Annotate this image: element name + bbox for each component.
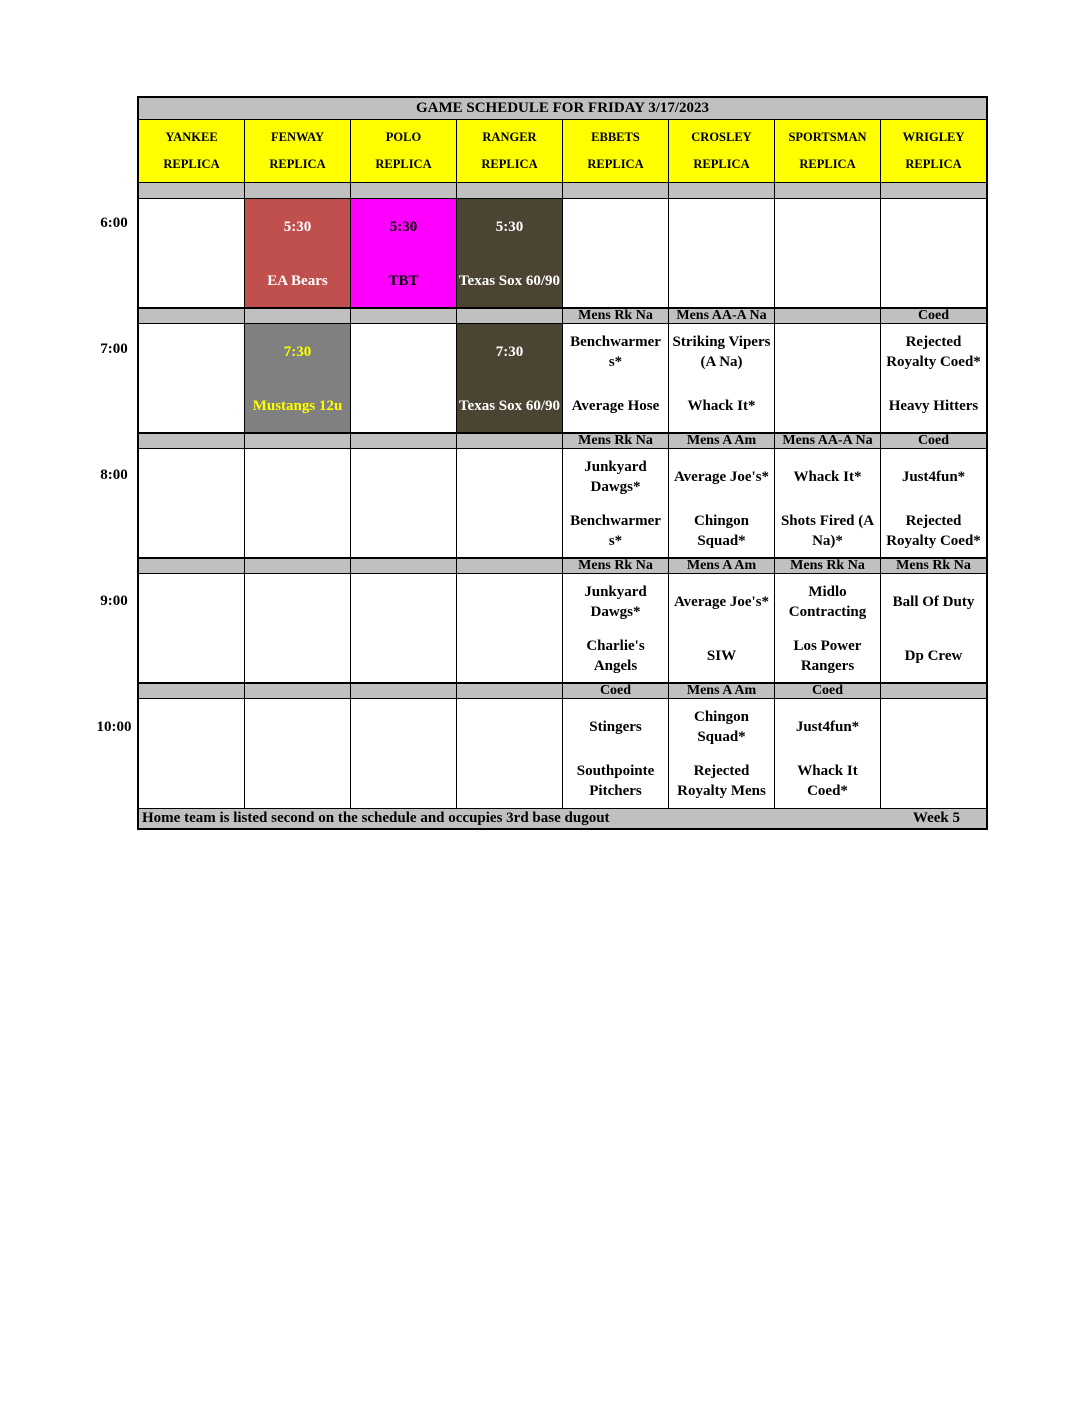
team-top [457, 455, 562, 499]
division-label: Mens Rk Na [563, 558, 669, 574]
division-label [669, 183, 775, 199]
team-bottom: Benchwarmer s* [570, 513, 661, 549]
team-bottom [351, 634, 456, 678]
division-label: Coed [563, 683, 669, 699]
game-cell [457, 199, 563, 308]
time-slot-row [139, 199, 986, 308]
field-header [881, 120, 986, 183]
game-cell [245, 449, 351, 558]
game-cell [245, 199, 351, 308]
team-bottom: TBT [388, 273, 419, 289]
game-cell [563, 199, 669, 308]
game-cell [563, 574, 669, 683]
team-bottom: Chingon Squad* [693, 513, 750, 549]
game-cell [669, 324, 775, 433]
field-name: RANGER [482, 130, 537, 144]
division-label [245, 308, 351, 324]
team-top: Chingon Squad* [693, 709, 750, 745]
field-name: WRIGLEY [902, 130, 965, 144]
field-sub: REPLICA [375, 157, 432, 171]
game-cell [457, 324, 563, 433]
team-top [775, 330, 880, 374]
field-sub: REPLICA [905, 157, 962, 171]
team-bottom: Southpointe Pitchers [576, 763, 655, 799]
game-cell [245, 324, 351, 433]
team-top: Striking Vipers (A Na) [672, 334, 771, 370]
team-top [245, 455, 350, 499]
game-cell [775, 574, 881, 683]
field-header [245, 120, 351, 183]
division-row [139, 433, 986, 449]
division-label: Mens A Am [669, 683, 775, 699]
team-top: Rejected Royalty Coed* [886, 334, 981, 370]
team-bottom [351, 384, 456, 428]
game-cell [139, 574, 245, 683]
game-cell [669, 574, 775, 683]
field-sub: REPLICA [269, 157, 326, 171]
field-sub: REPLICA [693, 157, 750, 171]
field-sub: REPLICA [481, 157, 538, 171]
team-bottom [881, 759, 986, 803]
team-top: Just4fun* [901, 469, 966, 485]
team-bottom [139, 259, 244, 303]
team-top [351, 330, 456, 374]
team-bottom [245, 759, 350, 803]
team-top: 5:30 [389, 219, 418, 235]
time-label: 7:00 [100, 341, 128, 357]
team-bottom [245, 634, 350, 678]
division-label [881, 683, 986, 699]
field-name: YANKEE [165, 130, 218, 144]
team-top [881, 205, 986, 249]
team-bottom [775, 384, 880, 428]
team-top: Average Joe's* [673, 469, 770, 485]
division-label [457, 433, 563, 449]
team-top: Benchwarmer s* [570, 334, 661, 370]
division-label: Mens A Am [669, 433, 775, 449]
division-label [139, 308, 245, 324]
team-bottom [351, 509, 456, 553]
division-label [351, 183, 457, 199]
team-bottom [457, 634, 562, 678]
field-name: POLO [385, 130, 422, 144]
team-top: 5:30 [495, 219, 524, 235]
team-top [669, 205, 774, 249]
division-label: Coed [881, 433, 986, 449]
field-name: EBBETS [591, 130, 640, 144]
game-cell [139, 699, 245, 808]
division-label: Mens Rk Na [563, 308, 669, 324]
game-cell [351, 574, 457, 683]
division-row [139, 183, 986, 199]
division-label [775, 308, 881, 324]
team-top: 7:30 [495, 344, 524, 360]
team-bottom: Rejected Royalty Coed* [886, 513, 981, 549]
division-label: Mens Rk Na [563, 433, 669, 449]
field-sub: REPLICA [799, 157, 856, 171]
division-label [351, 558, 457, 574]
division-row [139, 308, 986, 324]
team-bottom [139, 759, 244, 803]
game-cell [139, 449, 245, 558]
game-cell [881, 574, 986, 683]
division-label [139, 558, 245, 574]
team-bottom: Average Hose [571, 398, 660, 414]
team-top: Average Joe's* [673, 594, 770, 610]
team-bottom: Whack It Coed* [797, 763, 858, 799]
division-label [457, 558, 563, 574]
division-label: Mens AA-A Na [775, 433, 881, 449]
division-label [563, 183, 669, 199]
team-bottom [245, 509, 350, 553]
team-top [457, 580, 562, 624]
team-bottom: EA Bears [267, 273, 328, 289]
team-top: Ball Of Duty [892, 594, 975, 610]
schedule-footer [139, 808, 986, 828]
game-cell [457, 699, 563, 808]
game-cell [775, 324, 881, 433]
division-label [351, 308, 457, 324]
field-header [457, 120, 563, 183]
team-top: 7:30 [283, 344, 312, 360]
division-label [139, 433, 245, 449]
game-cell [563, 324, 669, 433]
division-label [457, 183, 563, 199]
time-slot-row [139, 699, 986, 808]
division-label [245, 683, 351, 699]
team-top [139, 455, 244, 499]
division-label: Coed [881, 308, 986, 324]
division-label [775, 183, 881, 199]
team-bottom: Mustangs 12u [252, 398, 343, 414]
field-name: CROSLEY [691, 130, 752, 144]
schedule-title: GAME SCHEDULE FOR FRIDAY 3/17/2023 [139, 98, 986, 120]
team-bottom: Rejected Royalty Mens [677, 763, 766, 799]
game-cell [457, 574, 563, 683]
game-cell [881, 199, 986, 308]
team-top: Junkyard Dawgs* [584, 584, 647, 620]
division-label: Coed [775, 683, 881, 699]
team-bottom: Charlie's Angels [586, 638, 645, 674]
team-bottom [669, 259, 774, 303]
field-header [351, 120, 457, 183]
game-cell [669, 449, 775, 558]
team-top: Whack It* [793, 469, 862, 485]
team-bottom [457, 759, 562, 803]
team-top [775, 205, 880, 249]
team-top [351, 580, 456, 624]
game-cell [775, 699, 881, 808]
team-bottom: Whack It* [687, 398, 756, 414]
team-top [457, 705, 562, 749]
team-bottom [139, 384, 244, 428]
game-cell [351, 324, 457, 433]
team-top: Just4fun* [795, 719, 860, 735]
game-cell [881, 699, 986, 808]
team-bottom [881, 259, 986, 303]
game-cell [563, 699, 669, 808]
team-bottom [457, 509, 562, 553]
field-name: SPORTSMAN [788, 130, 867, 144]
time-label: 6:00 [100, 215, 128, 231]
team-bottom: Shots Fired (A Na)* [780, 513, 875, 549]
team-bottom: Texas Sox 60/90 [458, 398, 561, 414]
division-label: Mens A Am [669, 558, 775, 574]
team-top: Stingers [589, 719, 642, 735]
team-top [139, 205, 244, 249]
division-label [139, 683, 245, 699]
game-cell [457, 449, 563, 558]
team-top [139, 330, 244, 374]
field-sub: REPLICA [163, 157, 220, 171]
game-cell [245, 574, 351, 683]
team-bottom: Los Power Rangers [793, 638, 862, 674]
game-cell [245, 699, 351, 808]
team-bottom [139, 509, 244, 553]
division-label [457, 683, 563, 699]
team-bottom: Texas Sox 60/90 [458, 273, 561, 289]
time-label: 10:00 [96, 719, 132, 735]
team-bottom: SIW [706, 648, 737, 664]
division-label [881, 183, 986, 199]
team-top [139, 580, 244, 624]
division-label: Mens Rk Na [775, 558, 881, 574]
team-top [563, 205, 668, 249]
division-row [139, 558, 986, 574]
game-cell [775, 449, 881, 558]
time-slot-row [139, 449, 986, 558]
game-cell [669, 199, 775, 308]
field-sub: REPLICA [587, 157, 644, 171]
team-bottom [351, 759, 456, 803]
division-label [245, 558, 351, 574]
game-cell [563, 449, 669, 558]
division-label [457, 308, 563, 324]
field-header-row [139, 120, 986, 183]
team-top [881, 705, 986, 749]
team-top [245, 705, 350, 749]
division-label [351, 683, 457, 699]
team-bottom [139, 634, 244, 678]
week-label: Week 5 [912, 810, 960, 826]
team-top: Junkyard Dawgs* [584, 459, 647, 495]
time-slot-row [139, 324, 986, 433]
game-cell [351, 699, 457, 808]
field-header [775, 120, 881, 183]
team-top [245, 580, 350, 624]
field-header [563, 120, 669, 183]
division-label [351, 433, 457, 449]
game-cell [669, 699, 775, 808]
division-label [245, 433, 351, 449]
team-bottom [563, 259, 668, 303]
team-top: 5:30 [283, 219, 312, 235]
footer-note: Home team is listed second on the schedule and occupies 3rd base dugout [142, 810, 610, 826]
division-label: Mens Rk Na [881, 558, 986, 574]
game-cell [775, 199, 881, 308]
team-top [351, 705, 456, 749]
team-bottom [775, 259, 880, 303]
team-bottom: Dp Crew [904, 648, 963, 664]
field-name: FENWAY [270, 130, 325, 144]
time-label: 8:00 [100, 467, 128, 483]
division-label [245, 183, 351, 199]
team-bottom: Heavy Hitters [888, 398, 979, 414]
division-label: Mens AA-A Na [669, 308, 775, 324]
division-row [139, 683, 986, 699]
field-header [669, 120, 775, 183]
time-slot-row [139, 574, 986, 683]
schedule-grid [139, 183, 986, 808]
game-cell [881, 449, 986, 558]
game-cell [139, 199, 245, 308]
time-label: 9:00 [100, 593, 128, 609]
game-cell [881, 324, 986, 433]
field-header [139, 120, 245, 183]
schedule-sheet [137, 96, 988, 830]
game-cell [139, 324, 245, 433]
team-top [139, 705, 244, 749]
division-label [139, 183, 245, 199]
game-cell [351, 199, 457, 308]
team-top [351, 455, 456, 499]
team-top: Midlo Contracting [788, 584, 867, 620]
game-cell [351, 449, 457, 558]
